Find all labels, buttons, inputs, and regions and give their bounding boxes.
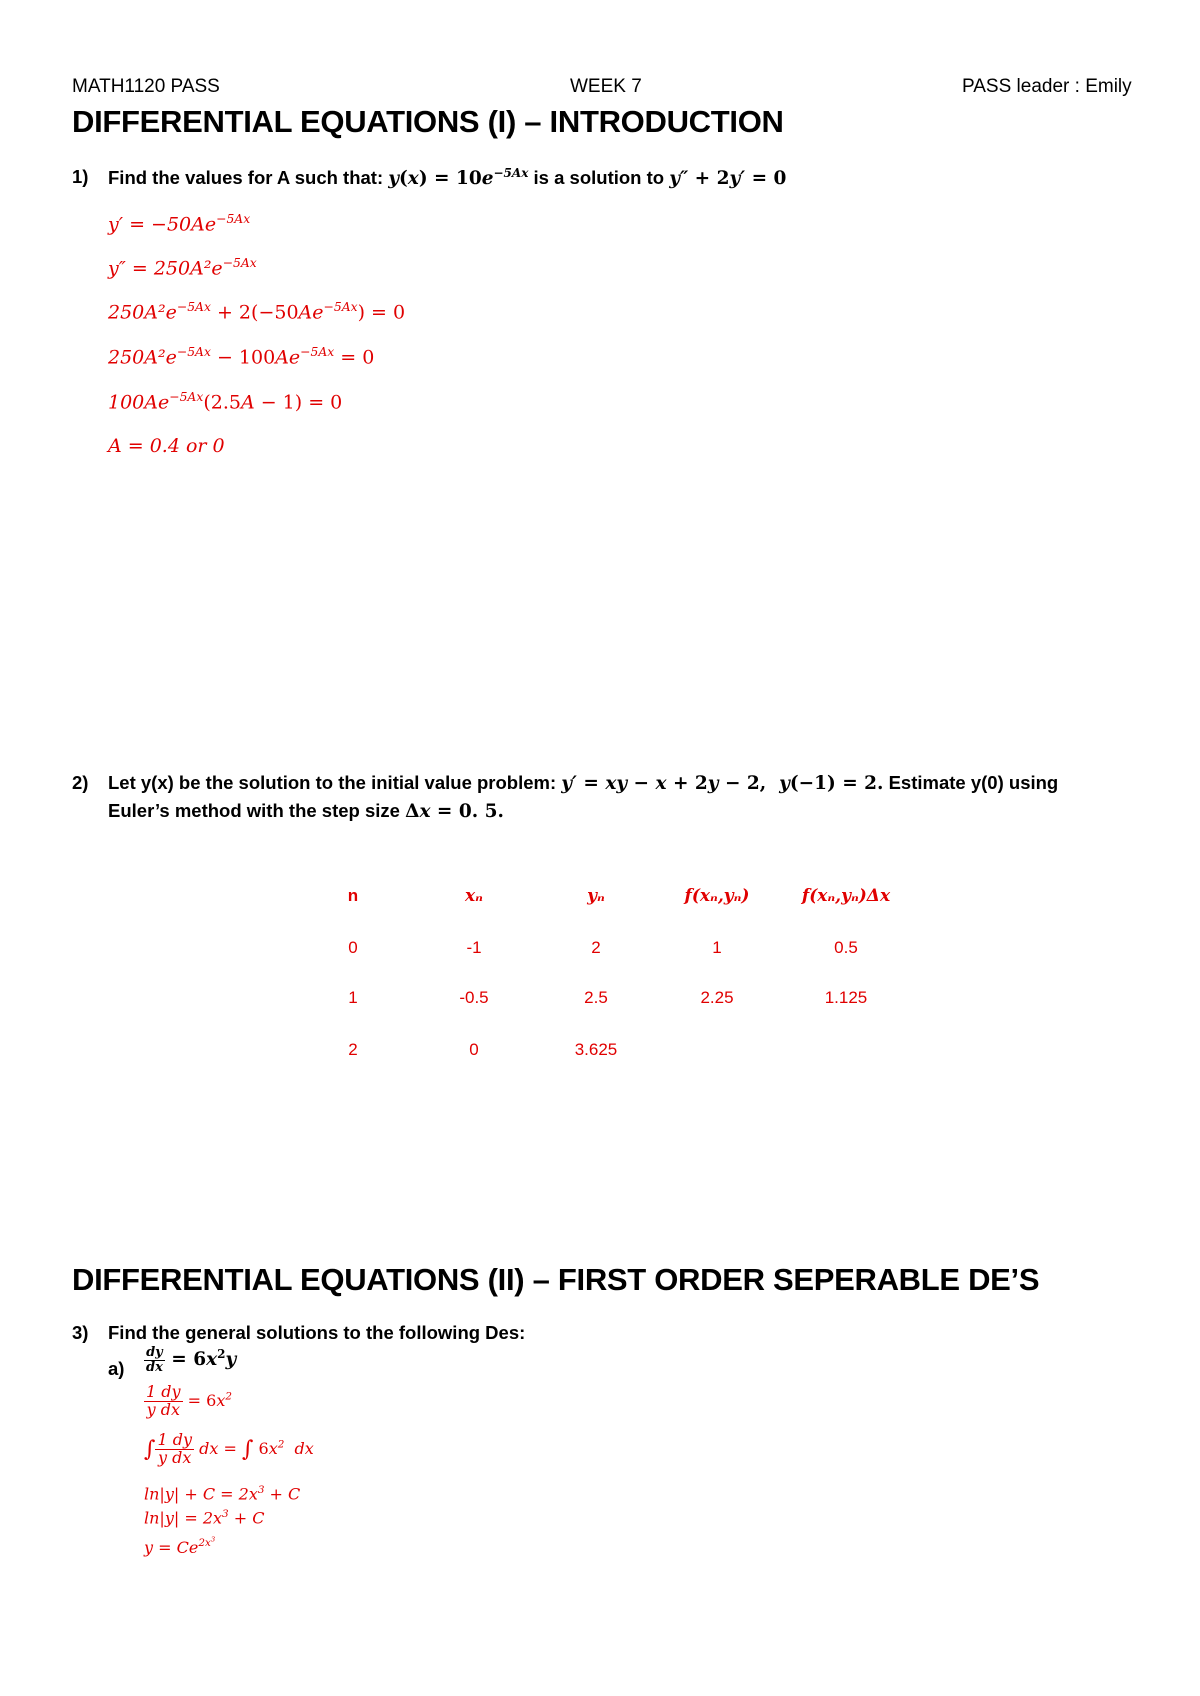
table-cell: 1 (348, 988, 358, 1007)
table-header-fdx: f(xₙ,yₙ)Δx (801, 886, 891, 906)
table-cell: 2 (591, 938, 601, 957)
q3a-step-4: $\ln|y| = 2x^3 + C$ (144, 1508, 265, 1528)
q3a-step-5: $y = Ce^{2x^3}$ (144, 1536, 216, 1557)
q1-step-6: A = 0.4 or 0 (108, 435, 225, 457)
q1-number: 1) (72, 166, 89, 187)
table-cell: 2.5 (584, 988, 608, 1007)
q3a-label: a) (108, 1358, 125, 1379)
q1-text-before: Find the values for A such that: (108, 167, 389, 189)
table-cell: -0.5 (459, 988, 489, 1007)
table-header-n: n (347, 886, 359, 905)
q1-prompt: Find the values for A such that: $y(x) = 10e^{-5Ax}$ is a solution to y″ + 2y′ = 0 (108, 166, 787, 190)
table-header-f: f(xₙ,yₙ) (684, 886, 750, 906)
table-cell: -1 (466, 938, 482, 957)
table-cell: 0 (469, 1040, 479, 1059)
q1-step-5: $100Ae^{-5Ax}(2.5A - 1) = 0$ (108, 390, 343, 414)
q3-number: 3) (72, 1322, 89, 1343)
q2-text-before: Let y(x) be the solution to the initial value problem: (108, 772, 562, 793)
q1-step-3: $250A^2e^{-5Ax} + 2(-50Ae^{-5Ax}) = 0$ (108, 300, 406, 324)
q1-step-2: $y'' = 250A^2e^{-5Ax}$ (108, 256, 257, 280)
q3a-step-2: ∫ $\frac{1 dy}{\text{y dx}}$ dx = ∫ $6x^2$ dx (144, 1430, 314, 1467)
header-week: WEEK 7 (570, 76, 642, 97)
table-cell: 0 (348, 938, 358, 957)
q3-prompt: Find the general solutions to the following Des: (108, 1322, 526, 1343)
header-course: MATH1120 PASS (72, 76, 220, 97)
q3a-equation: $\frac{dy}{dx}$ = $6x^2y$ (146, 1345, 237, 1375)
table-cell: 0.5 (834, 938, 858, 957)
header-leader: PASS leader : Emily (962, 76, 1132, 97)
q1-step-1: $y' = -50Ae^{-5Ax}$ (108, 212, 251, 236)
q2-prompt: Let y(x) be the solution to the initial value problem: y′ = xy − x + 2y − 2, y(−1) = 2. Estimate y(0) using (108, 772, 1059, 794)
q1-step-4: $250A^2e^{-5Ax} - 100Ae^{-5Ax} = 0$ (108, 345, 375, 369)
q3a-step-3: $\ln|y| + C = 2x^3 + C$ (144, 1484, 301, 1504)
table-cell: 2 (348, 1040, 358, 1059)
table-cell: 3.625 (574, 1040, 618, 1059)
q2-text-after: Estimate y(0) using (883, 772, 1059, 793)
table-cell: 1.125 (824, 988, 868, 1007)
table-cell: 2.25 (700, 988, 734, 1007)
q1-equation: y″ (669, 168, 689, 190)
q1-function: y (388, 168, 400, 190)
section-title-2: DIFFERENTIAL EQUATIONS (II) – FIRST ORDER SEPERABLE DE’S (72, 1262, 1040, 1297)
q3a-step-1: $\frac{1 dy}{\text{y dx}}$ = $6x^2$ (146, 1382, 232, 1419)
table-header-yn: yₙ (587, 886, 605, 906)
section-title-1: DIFFERENTIAL EQUATIONS (I) – INTRODUCTION (72, 104, 784, 139)
table-header-xn: xₙ (465, 886, 483, 906)
q2-number: 2) (72, 772, 89, 793)
q2-prompt-line2: Euler’s method with the step size Δx = 0. 5. (108, 800, 504, 822)
q1-text-middle: is a solution to (528, 167, 670, 189)
table-cell: 1 (712, 938, 722, 957)
